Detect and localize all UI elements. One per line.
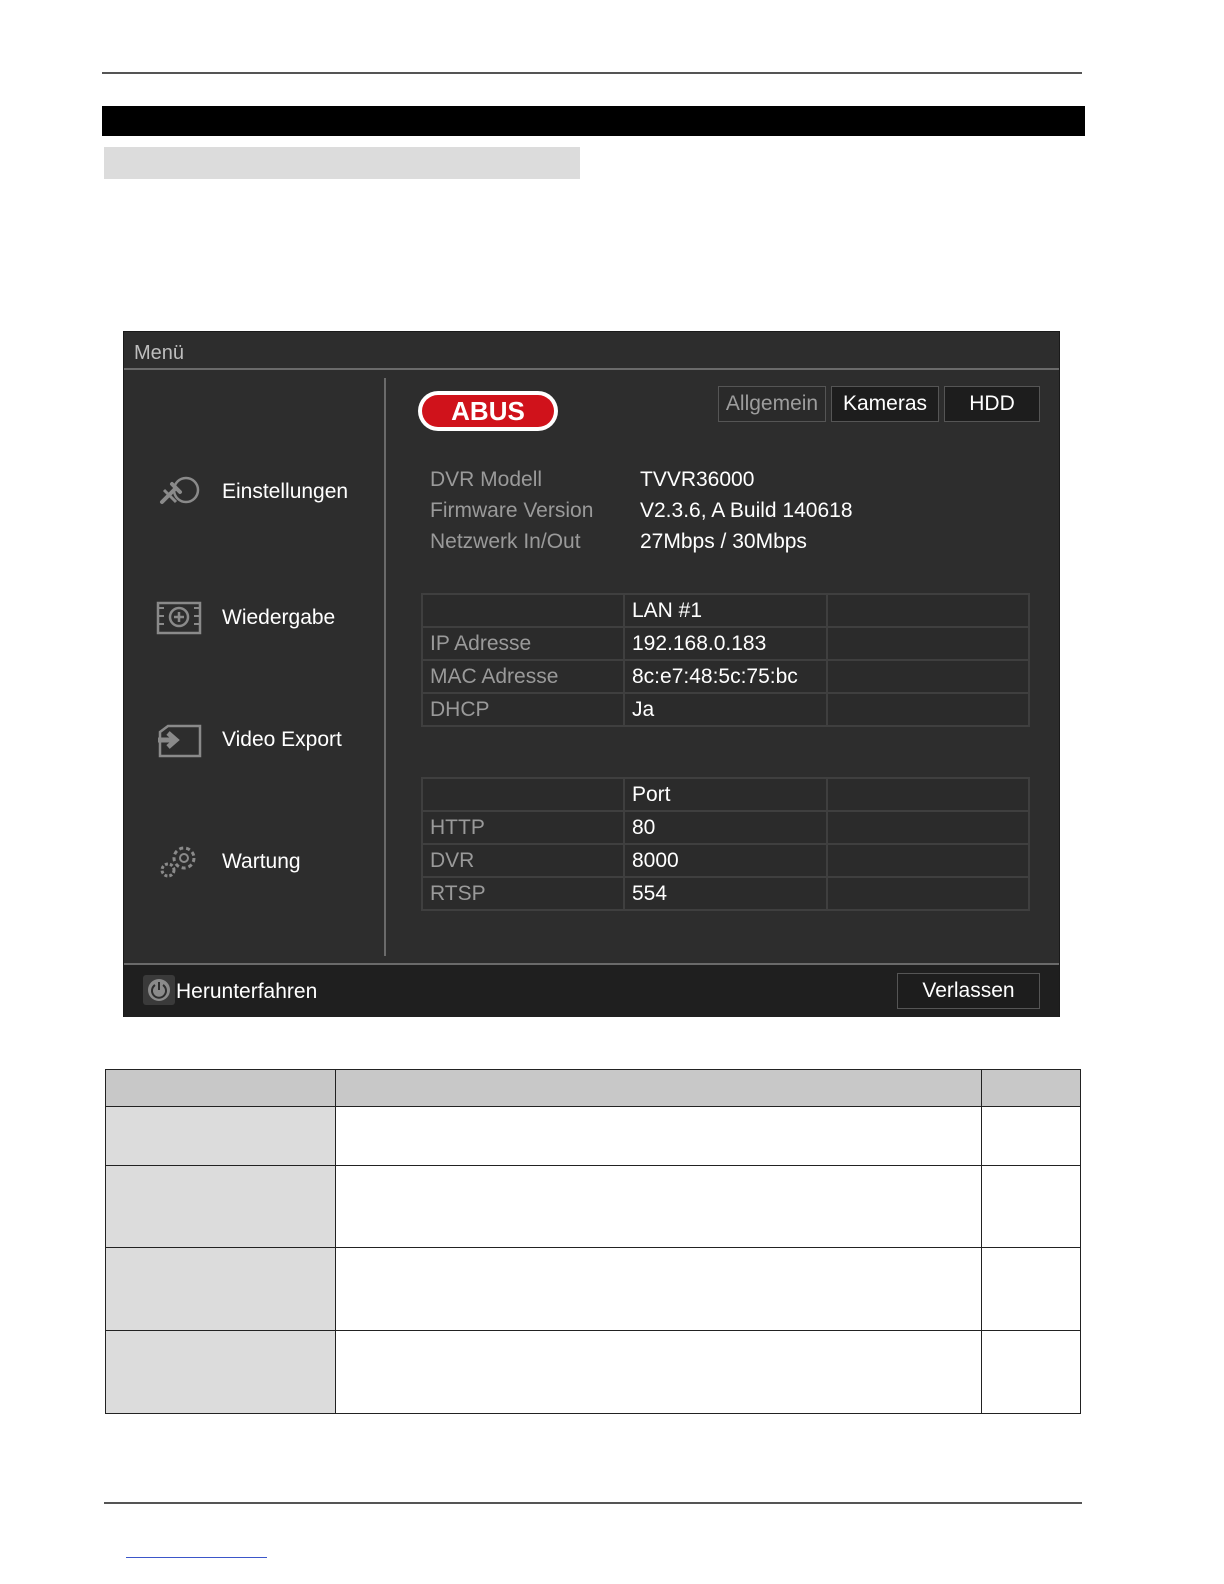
table-label: DVR (422, 844, 624, 877)
info-label-firmware: Firmware Version (430, 499, 594, 522)
playback-film-icon (154, 598, 204, 638)
maintenance-gears-icon (154, 842, 204, 882)
table-cell (982, 1166, 1081, 1248)
table-value: 80 (624, 811, 827, 844)
table-cell (982, 1331, 1081, 1414)
table-cell (106, 1331, 336, 1414)
table-header-row (106, 1070, 1081, 1107)
exit-button[interactable]: Verlassen (897, 973, 1040, 1009)
sidebar-item-label: Wiedergabe (222, 606, 336, 629)
table-cell (827, 844, 1029, 877)
table-label: MAC Adresse (422, 660, 624, 693)
tab-hdd[interactable]: HDD (944, 386, 1040, 422)
table-cell (336, 1331, 982, 1414)
sidebar-item-video-export[interactable] (154, 718, 342, 762)
table-label: IP Adresse (422, 627, 624, 660)
top-rule (102, 72, 1082, 74)
subsection-header-bar (104, 147, 580, 179)
info-value-network: 27Mbps / 30Mbps (640, 530, 807, 553)
table-value: 8000 (624, 844, 827, 877)
table-cell (982, 1070, 1081, 1107)
table-label: RTSP (422, 877, 624, 910)
info-label-model: DVR Modell (430, 468, 543, 491)
table-cell (827, 778, 1029, 811)
section-header-bar (102, 106, 1085, 136)
table-cell (106, 1070, 336, 1107)
table-cell (336, 1166, 982, 1248)
abus-logo (416, 389, 560, 433)
description-table (105, 1069, 1081, 1414)
table-cell (982, 1248, 1081, 1331)
table-cell (106, 1107, 336, 1166)
shutdown-button[interactable]: Herunterfahren (176, 980, 318, 1003)
table-cell (106, 1166, 336, 1248)
power-icon[interactable] (143, 975, 175, 1005)
network-table (421, 593, 1030, 727)
sidebar-item-label: Video Export (222, 728, 342, 751)
table-row (422, 627, 1029, 660)
table-cell (336, 1070, 982, 1107)
table-row (106, 1107, 1081, 1166)
sidebar-divider (384, 378, 386, 956)
info-label-network: Netzwerk In/Out (430, 530, 581, 553)
table-row (106, 1166, 1081, 1248)
table-value: 554 (624, 877, 827, 910)
sidebar-item-label: Wartung (222, 850, 301, 873)
table-value: Ja (624, 693, 827, 726)
window-title: Menü (134, 342, 185, 364)
svg-text:ABUS: ABUS (451, 396, 525, 426)
table-row (422, 660, 1029, 693)
sidebar-item-label: Einstellungen (222, 480, 349, 503)
table-header-row (422, 778, 1029, 811)
sidebar-item-wiedergabe[interactable] (154, 596, 335, 640)
table-cell (336, 1248, 982, 1331)
table-value: 192.168.0.183 (624, 627, 827, 660)
dvr-menu-screenshot (123, 331, 1060, 1017)
table-cell (106, 1248, 336, 1331)
table-cell (827, 693, 1029, 726)
info-value-model: TVVR36000 (640, 468, 755, 491)
footer-link-underline[interactable] (126, 1557, 267, 1558)
table-cell (827, 877, 1029, 910)
export-icon (154, 720, 204, 760)
table-value: 8c:e7:48:5c:75:bc (624, 660, 827, 693)
bottom-rule (104, 1502, 1082, 1504)
table-row (106, 1248, 1081, 1331)
tab-kameras[interactable]: Kameras (831, 386, 939, 422)
table-header-lan: LAN #1 (624, 594, 827, 627)
port-table (421, 777, 1030, 911)
table-row (422, 811, 1029, 844)
table-header-row (422, 594, 1029, 627)
sidebar-item-wartung[interactable] (154, 840, 301, 884)
table-cell (982, 1107, 1081, 1166)
table-cell (827, 660, 1029, 693)
table-cell (422, 778, 624, 811)
title-divider (124, 368, 1059, 370)
table-cell (827, 594, 1029, 627)
sidebar-item-einstellungen[interactable] (154, 470, 348, 514)
table-label: HTTP (422, 811, 624, 844)
table-row (422, 844, 1029, 877)
table-cell (827, 627, 1029, 660)
table-row (422, 693, 1029, 726)
table-cell (336, 1107, 982, 1166)
table-cell (827, 811, 1029, 844)
table-cell (422, 594, 624, 627)
table-row (422, 877, 1029, 910)
settings-tools-icon (154, 472, 204, 512)
table-header-port: Port (624, 778, 827, 811)
tab-allgemein[interactable]: Allgemein (718, 386, 826, 422)
info-value-firmware: V2.3.6, A Build 140618 (640, 499, 853, 522)
table-label: DHCP (422, 693, 624, 726)
table-row (106, 1331, 1081, 1414)
